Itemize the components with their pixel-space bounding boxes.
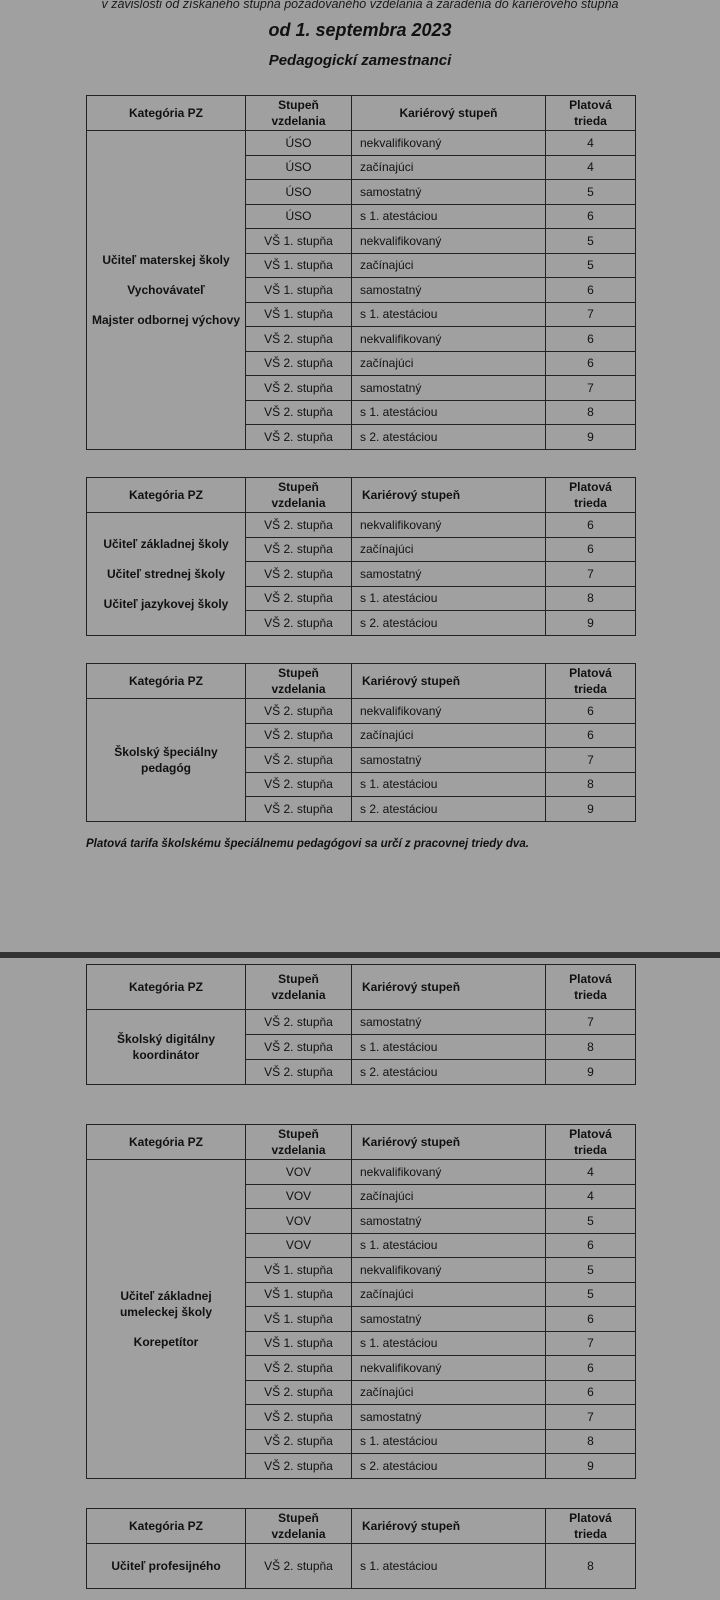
table-header-row [87,478,636,513]
salary-class-cell: 8 [546,1429,636,1454]
career-cell: s 2. atestáciou [352,1060,546,1085]
table-row [87,513,636,538]
salary-class-cell: 8 [546,1544,636,1589]
table-header-row [87,1509,636,1544]
salary-class-cell: 9 [546,797,636,822]
education-cell: VOV [246,1233,352,1258]
category-header: Kategória PZ [87,664,246,699]
category-header: Kategória PZ [87,1509,246,1544]
table-note: Platová tarifa školskému špeciálnemu pedagógovi sa určí z pracovnej triedy dva. [86,838,529,850]
salary-class-cell: 7 [546,1331,636,1356]
career-cell: s 1. atestáciou [352,400,546,425]
salary-class-cell: 6 [546,537,636,562]
education-cell: VŠ 2. stupňa [246,1356,352,1381]
career-cell: nekvalifikovaný [352,131,546,156]
career-cell: nekvalifikovaný [352,1160,546,1185]
education-cell: VŠ 2. stupňa [246,772,352,797]
education-cell: VŠ 1. stupňa [246,253,352,278]
education-cell: VŠ 2. stupňa [246,513,352,538]
career-cell: s 1. atestáciou [352,772,546,797]
salary-class-cell: 6 [546,327,636,352]
education-cell: VŠ 1. stupňa [246,1282,352,1307]
career-cell: začínajúci [352,253,546,278]
career-cell: nekvalifikovaný [352,699,546,724]
salary-table [86,95,636,450]
education-header: Stupeň vzdelania [246,965,352,1010]
salary-class-cell: 6 [546,1307,636,1332]
education-cell: VŠ 2. stupňa [246,611,352,636]
career-cell: samostatný [352,278,546,303]
section-title: Pedagogickí zamestnanci [268,52,452,69]
career-header: Kariérový stupeň [352,664,546,699]
salary-class-cell: 6 [546,204,636,229]
education-cell: VŠ 2. stupňa [246,1544,352,1589]
category-cell [87,699,246,822]
salary-class-cell: 4 [546,131,636,156]
salary-class-cell: 5 [546,253,636,278]
category-name: Učiteľ profesijného [111,1559,221,1573]
salary-class-header-line2: trieda [574,988,607,1002]
table-row [87,699,636,724]
career-cell: začínajúci [352,1282,546,1307]
career-cell: začínajúci [352,723,546,748]
category-cell [87,1160,246,1479]
career-cell: začínajúci [352,351,546,376]
salary-class-header-line2: trieda [574,114,607,128]
document-subtitle: v závislosti od získaného stupňa požadovaného vzdelania a zaradenia do kariérového stupňa [101,0,619,11]
education-cell: VŠ 1. stupňa [246,1307,352,1332]
education-cell: VOV [246,1160,352,1185]
category-name: Učiteľ strednej školy [106,566,225,581]
education-cell: VŠ 1. stupňa [246,278,352,303]
career-cell: s 1. atestáciou [352,586,546,611]
salary-class-header-line1: Platová [569,480,612,494]
career-cell: samostatný [352,1209,546,1234]
salary-class-cell: 8 [546,772,636,797]
salary-class-cell: 7 [546,302,636,327]
career-cell: s 1. atestáciou [352,1233,546,1258]
salary-class-cell: 8 [546,400,636,425]
education-cell: VŠ 2. stupňa [246,586,352,611]
career-cell: nekvalifikovaný [352,327,546,352]
category-cell [87,1010,246,1085]
education-cell: VŠ 2. stupňa [246,1060,352,1085]
salary-class-cell: 5 [546,229,636,254]
category-name: Učiteľ základnej umeleckej školy [119,1288,213,1319]
table-header-row [87,965,636,1010]
education-cell: VŠ 2. stupňa [246,351,352,376]
education-cell: VŠ 1. stupňa [246,302,352,327]
salary-class-header-line2: trieda [574,1143,607,1157]
education-cell: VŠ 2. stupňa [246,699,352,724]
salary-class-cell: 4 [546,1184,636,1209]
category-name: Korepetítor [133,1334,199,1349]
salary-class-cell: 6 [546,513,636,538]
salary-class-cell: 5 [546,180,636,205]
education-cell: VŠ 2. stupňa [246,376,352,401]
salary-class-cell: 7 [546,748,636,773]
salary-class-cell: 5 [546,1282,636,1307]
career-cell: samostatný [352,562,546,587]
career-cell: nekvalifikovaný [352,513,546,538]
education-cell: VŠ 1. stupňa [246,1331,352,1356]
career-cell: s 2. atestáciou [352,1454,546,1479]
education-cell: VŠ 2. stupňa [246,537,352,562]
salary-class-header [546,478,636,513]
salary-class-cell: 9 [546,425,636,450]
salary-class-cell: 8 [546,1035,636,1060]
career-cell: začínajúci [352,1380,546,1405]
salary-class-header-line1: Platová [569,98,612,112]
salary-class-cell: 5 [546,1258,636,1283]
career-header: Kariérový stupeň [352,1125,546,1160]
page-separator [0,952,720,958]
salary-class-header [546,664,636,699]
salary-class-cell: 6 [546,1233,636,1258]
salary-class-cell: 6 [546,699,636,724]
career-cell: nekvalifikovaný [352,229,546,254]
salary-class-cell: 7 [546,376,636,401]
category-name: Školský špeciálny pedagóg [114,744,218,775]
career-cell: s 1. atestáciou [352,1544,546,1589]
education-cell: VŠ 2. stupňa [246,723,352,748]
salary-class-header-line2: trieda [574,1527,607,1541]
career-header: Kariérový stupeň [352,96,546,131]
salary-class-cell: 9 [546,1454,636,1479]
salary-class-cell: 7 [546,562,636,587]
salary-class-header [546,965,636,1010]
education-cell: VŠ 2. stupňa [246,1035,352,1060]
career-cell: začínajúci [352,537,546,562]
education-header: Stupeň vzdelania [246,96,352,131]
salary-class-cell: 5 [546,1209,636,1234]
education-header: Stupeň vzdelania [246,1509,352,1544]
salary-class-cell: 9 [546,1060,636,1085]
education-cell: VŠ 2. stupňa [246,797,352,822]
career-cell: samostatný [352,376,546,401]
career-cell: samostatný [352,1010,546,1035]
education-cell: ÚSO [246,155,352,180]
table-row [87,131,636,156]
education-cell: VŠ 2. stupňa [246,1454,352,1479]
effective-date-heading: od 1. septembra 2023 [268,20,452,40]
category-cell [87,1544,246,1589]
salary-table [86,663,636,822]
salary-table [86,477,636,636]
category-name: Školský digitálny koordinátor [116,1032,216,1062]
education-cell: VOV [246,1209,352,1234]
education-cell: VŠ 2. stupňa [246,1010,352,1035]
education-header: Stupeň vzdelania [246,664,352,699]
salary-class-cell: 6 [546,278,636,303]
salary-class-cell: 6 [546,351,636,376]
category-header: Kategória PZ [87,965,246,1010]
education-cell: VŠ 2. stupňa [246,327,352,352]
career-header: Kariérový stupeň [352,1509,546,1544]
salary-class-header-line2: trieda [574,496,607,510]
salary-table [86,1508,636,1589]
category-name: Učiteľ základnej školy [103,536,229,551]
table-row [87,1160,636,1185]
career-cell: s 1. atestáciou [352,1331,546,1356]
career-cell: samostatný [352,748,546,773]
career-cell: s 2. atestáciou [352,797,546,822]
career-header: Kariérový stupeň [352,478,546,513]
salary-class-cell: 7 [546,1010,636,1035]
category-cell [87,131,246,450]
career-cell: samostatný [352,180,546,205]
salary-class-header-line1: Platová [569,972,612,986]
table-row [87,1544,636,1589]
category-header: Kategória PZ [87,1125,246,1160]
category-cell [87,513,246,636]
category-header: Kategória PZ [87,96,246,131]
education-cell: ÚSO [246,131,352,156]
education-cell: ÚSO [246,180,352,205]
salary-class-cell: 4 [546,155,636,180]
education-cell: VŠ 2. stupňa [246,425,352,450]
category-name: Vychovávateľ [127,282,205,297]
education-cell: VŠ 1. stupňa [246,1258,352,1283]
career-cell: začínajúci [352,1184,546,1209]
career-cell: nekvalifikovaný [352,1356,546,1381]
education-header: Stupeň vzdelania [246,478,352,513]
salary-class-cell: 6 [546,1356,636,1381]
education-cell: VŠ 2. stupňa [246,1380,352,1405]
education-cell: VŠ 2. stupňa [246,748,352,773]
career-cell: začínajúci [352,155,546,180]
career-cell: s 1. atestáciou [352,1035,546,1060]
salary-class-header [546,1509,636,1544]
salary-class-cell: 6 [546,723,636,748]
education-header: Stupeň vzdelania [246,1125,352,1160]
salary-class-header [546,1125,636,1160]
salary-class-header-line1: Platová [569,1511,612,1525]
education-cell: VŠ 2. stupňa [246,400,352,425]
category-header: Kategória PZ [87,478,246,513]
salary-class-cell: 4 [546,1160,636,1185]
career-cell: s 1. atestáciou [352,302,546,327]
career-header: Kariérový stupeň [352,965,546,1010]
education-cell: ÚSO [246,204,352,229]
salary-class-cell: 7 [546,1405,636,1430]
category-name: Učiteľ jazykovej školy [103,596,229,611]
education-cell: VŠ 2. stupňa [246,1405,352,1430]
education-cell: VŠ 2. stupňa [246,562,352,587]
career-cell: s 2. atestáciou [352,611,546,636]
table-header-row [87,96,636,131]
career-cell: nekvalifikovaný [352,1258,546,1283]
table-header-row [87,1125,636,1160]
category-name: Majster odbornej výchovy [91,312,241,327]
salary-class-header-line1: Platová [569,666,612,680]
salary-class-cell: 6 [546,1380,636,1405]
career-cell: s 2. atestáciou [352,425,546,450]
salary-class-header-line2: trieda [574,682,607,696]
salary-class-header-line1: Platová [569,1127,612,1141]
career-cell: samostatný [352,1405,546,1430]
salary-table [86,1124,636,1479]
education-cell: VŠ 1. stupňa [246,229,352,254]
career-cell: s 1. atestáciou [352,1429,546,1454]
education-cell: VŠ 2. stupňa [246,1429,352,1454]
salary-table [86,964,636,1085]
salary-class-cell: 9 [546,611,636,636]
table-header-row [87,664,636,699]
salary-class-header [546,96,636,131]
education-cell: VOV [246,1184,352,1209]
category-name: Učiteľ materskej školy [102,252,230,267]
career-cell: samostatný [352,1307,546,1332]
career-cell: s 1. atestáciou [352,204,546,229]
table-row [87,1010,636,1035]
salary-class-cell: 8 [546,586,636,611]
